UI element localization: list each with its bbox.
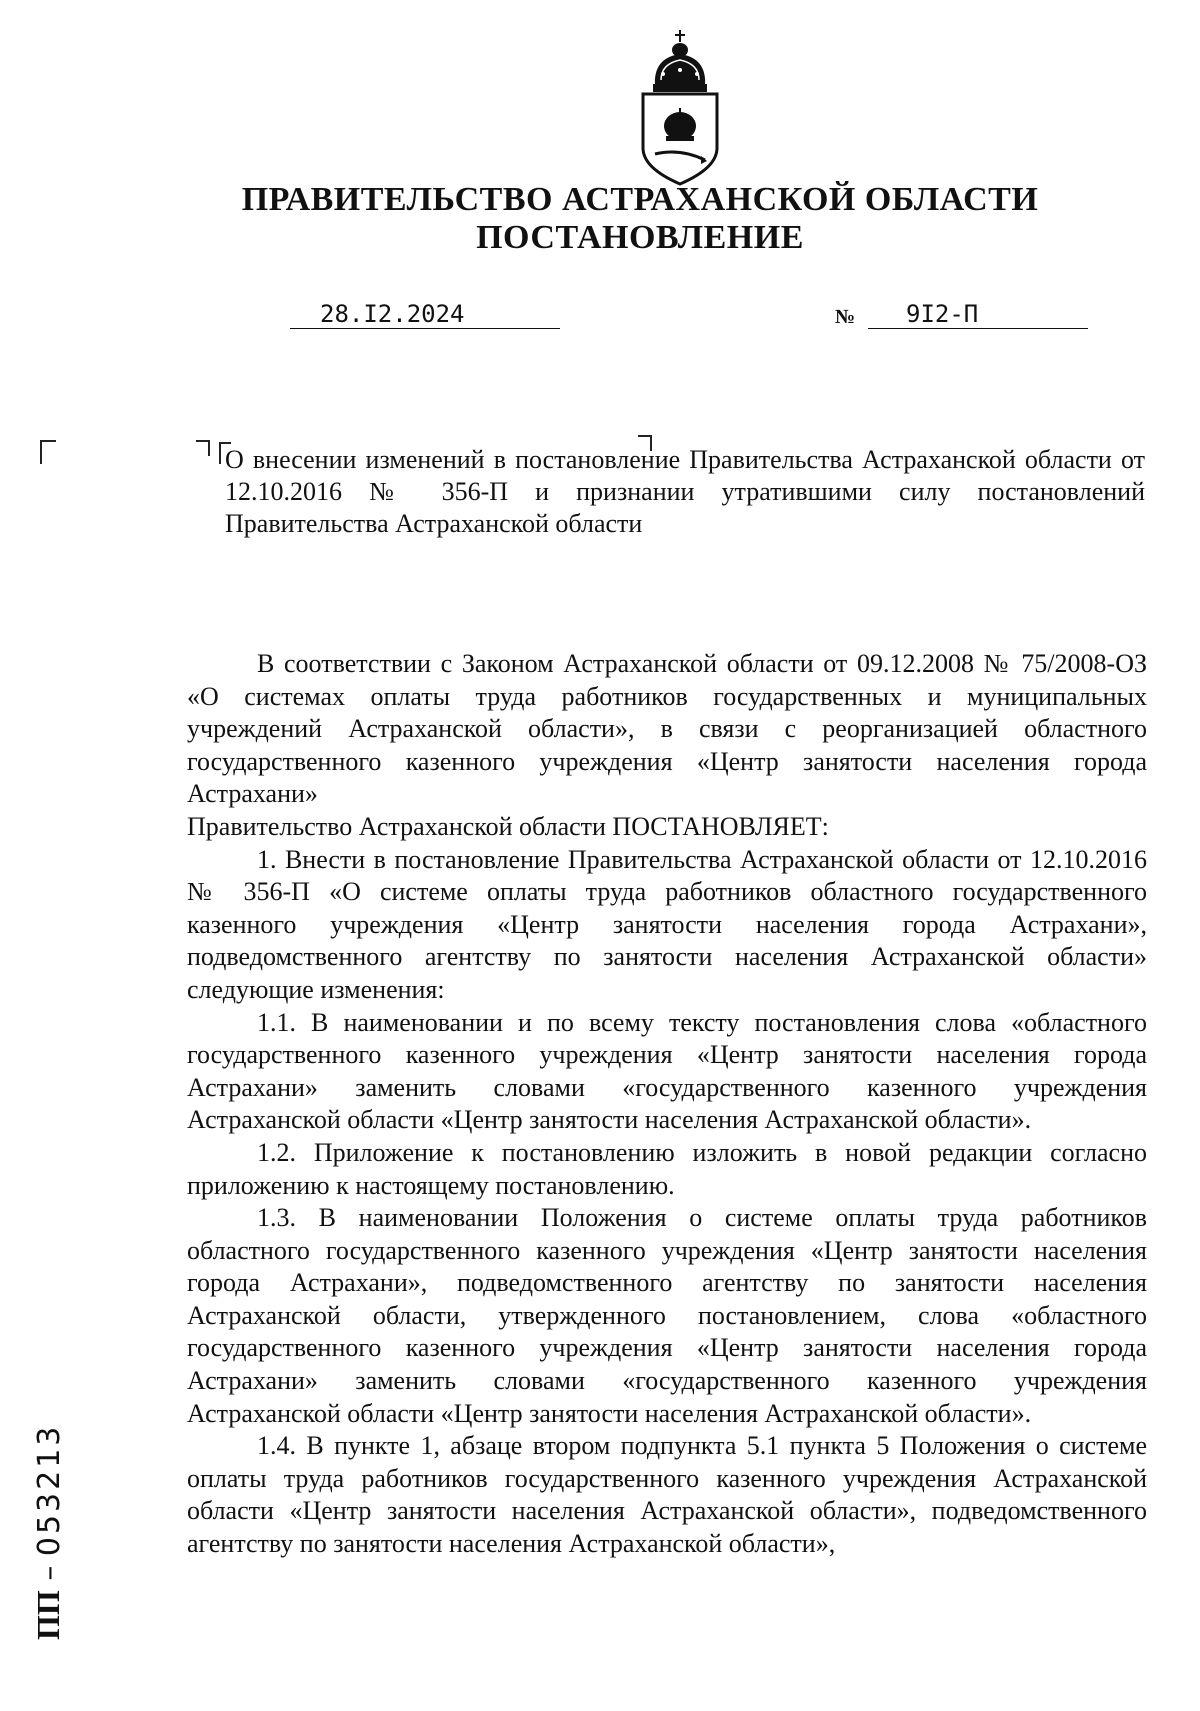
decree-subject: О внесении изменений в постановление Правительства Астраханской области от 12.10.2016 № 356-П и признании утратившими силу постановлений Правительства Астраханской области [225, 445, 1145, 538]
body-paragraph: 1. Внести в постановление Правительства Астраханской области от 12.10.2016 № 356-П «О системе оплаты труда работников областного государственного казенного учреждения «Центр занятости населения города Астрахани», подведомственного агентству по занятости населения Астраханской области» следующие изменения: [187, 844, 1147, 1004]
coat-of-arms-icon [635, 28, 725, 188]
body-paragraph: 1.3. В наименовании Положения о системе оплаты труда работников областного государственного казенного учреждения «Центр занятости населения города Астрахани», подведомственного агентству по занятости населения Астраханской области, утвержденного постановлением, слова «областного государственного казенного учреждения «Центр занятости населения города Астрахани» заменить словами «государственного казенного учреждения Астраханской области «Центр занятости населения Астраханской области». [187, 1203, 1147, 1428]
serial-prefix: ПП [30, 1590, 66, 1640]
body-paragraph: 1.2. Приложение к постановлению изложить в новой редакции согласно приложению к настоящему постановлению. [187, 1137, 1147, 1200]
body-paragraph: 1.4. В пункте 1, абзаце втором подпункта 5.1 пункта 5 Положения о системе оплаты труда работников государственного казенного учреждения Астраханской области «Центр занятости населения Астраханской области», подведомственного агентству по занятости населения Астраханской области», [187, 1431, 1147, 1559]
body-paragraph: Правительство Астраханской области ПОСТАНОВЛЯЕТ: [187, 811, 829, 841]
corner-mark [196, 440, 210, 456]
body-paragraph: 1.1. В наименовании и по всему тексту постановления слова «областного государственного казенного учреждения «Центр занятости населения города Астрахани» заменить словами «государственного казенного учреждения Астраханской области «Центр занятости населения Астраханской области». [187, 1007, 1147, 1135]
government-title: ПРАВИТЕЛЬСТВО АСТРАХАНСКОЙ ОБЛАСТИ [241, 181, 1039, 218]
number-label: № [835, 306, 856, 328]
form-serial-number: ПП – 053213 [30, 1423, 67, 1640]
decree-number: 9I2-П [868, 300, 1088, 329]
corner-mark [40, 440, 56, 464]
serial-digits: 053213 [32, 1423, 67, 1557]
decree-body [187, 648, 1147, 1561]
document-type-title: ПОСТАНОВЛЕНИЕ [476, 219, 804, 256]
body-paragraph: В соответствии с Законом Астраханской области от 09.12.2008 № 75/2008-ОЗ «О системах оплаты труда работников государственных и муниципальных учреждений Астраханской области», в связи с реорганизацией областного государственного казенного учреждения «Центр занятости населения города Астрахани» [187, 649, 1147, 809]
decree-date: 28.I2.2024 [290, 300, 560, 329]
